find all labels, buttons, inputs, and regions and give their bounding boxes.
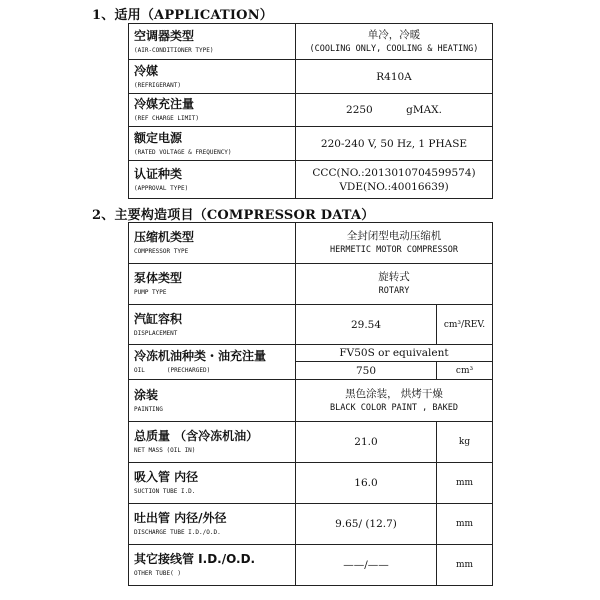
label-cn: 压缩机类型 — [134, 230, 195, 244]
label-en — [134, 366, 295, 375]
label-en: DISCHARGE TUBE I.D./O.D. — [134, 529, 221, 536]
value-line2: VDE(NO.:40016639) — [339, 180, 449, 193]
value-line1: 旋转式 — [378, 271, 410, 283]
label-en: DISPLACEMENT — [134, 329, 178, 337]
value-cell — [296, 94, 493, 127]
value-line2: HERMETIC MOTOR COMPRESSOR — [330, 245, 458, 255]
table-row — [129, 504, 493, 545]
value-cell: FV50S or equivalent — [296, 345, 493, 362]
value-line1: 单冷，冷暖 — [367, 28, 421, 41]
value-line1: 黑色涂装， 烘烤干燥 — [345, 387, 443, 400]
label-cell — [129, 305, 296, 345]
label-cell — [129, 161, 296, 199]
label-en: (REF CHARGE LIMIT) — [134, 115, 200, 122]
label-en: NET MASS (OIL IN) — [134, 447, 196, 454]
value-line1: CCC(NO.:2013010704599574) — [312, 166, 476, 179]
value-cell — [296, 264, 493, 305]
label-cn: 吸入管 内径 — [134, 470, 199, 484]
label-cn: 额定电源 — [134, 130, 183, 145]
value-cell: ——/—— — [296, 545, 437, 586]
table-row — [129, 463, 493, 504]
application-table — [128, 23, 493, 199]
label-en: PUMP TYPE — [134, 289, 167, 296]
table-row — [129, 345, 493, 362]
label-en: (AIR-CONDITIONER TYPE) — [134, 46, 214, 54]
value-line2: ROTARY — [378, 286, 410, 296]
value-cell: 29.54 — [296, 305, 437, 345]
value: 2250 — [346, 104, 373, 116]
value-cell: 9.65/ (12.7) — [296, 504, 437, 545]
label-en-precharged: (PRECHARGED) — [166, 367, 211, 374]
label-en: SUCTION TUBE I.D. — [134, 488, 196, 495]
table-row — [129, 545, 493, 586]
table-row — [129, 264, 493, 305]
value-line2: BLACK COLOR PAINT , BAKED — [330, 402, 458, 413]
label-cell — [129, 345, 296, 380]
value-line1: 全封闭型电动压缩机 — [346, 230, 442, 242]
value-line2: (COOLING ONLY, COOLING & HEATING) — [309, 43, 479, 54]
label-cell — [129, 504, 296, 545]
label-cell — [129, 94, 296, 127]
label-cn: 空调器类型 — [134, 28, 195, 43]
label-cn: 其它接线管 I.D./O.D. — [134, 552, 256, 566]
value-cell: 21.0 — [296, 422, 437, 463]
unit-cell: mm — [437, 545, 493, 586]
value-cell — [296, 161, 493, 199]
unit-cell: mm — [437, 463, 493, 504]
table-row — [129, 24, 493, 60]
unit-cell: mm — [437, 504, 493, 545]
section-heading-application: 1、适用（APPLICATION） — [92, 8, 273, 23]
label-cell — [129, 264, 296, 305]
label-en: COMPRESSOR TYPE — [134, 248, 189, 255]
label-cell — [129, 545, 296, 586]
table-row — [129, 223, 493, 264]
label-cn: 吐出管 内径/外径 — [134, 511, 227, 525]
value-cell — [296, 380, 493, 422]
label-en: PAINTING — [134, 405, 163, 413]
compressor-data-table — [128, 222, 493, 586]
label-en: OTHER TUBE( ) — [134, 570, 181, 577]
label-cell — [129, 127, 296, 161]
value-cell: 750 — [296, 362, 437, 380]
label-cn: 认证种类 — [134, 166, 183, 181]
label-cn: 涂装 — [134, 387, 159, 402]
unit-cell: cm³ — [437, 362, 493, 380]
value-cell — [296, 223, 493, 264]
label-cell — [129, 223, 296, 264]
value-cell: 16.0 — [296, 463, 437, 504]
label-cn: 冷媒充注量 — [134, 97, 195, 111]
label-cell — [129, 60, 296, 94]
value-cell — [296, 24, 493, 60]
label-en: (RATED VOLTAGE & FREQUENCY) — [134, 148, 232, 156]
label-en: (APPROVAL TYPE) — [134, 184, 189, 192]
value-cell: 220-240 V, 50 Hz, 1 PHASE — [296, 127, 493, 161]
section-heading-compressor-data: 2、主要构造项目（COMPRESSOR DATA） — [92, 208, 375, 223]
label-en: (REFRIGERANT) — [134, 81, 181, 89]
label-cell — [129, 422, 296, 463]
table-row — [129, 422, 493, 463]
label-en-oil: OIL — [134, 367, 145, 374]
value-cell: R410A — [296, 60, 493, 94]
label-cn: 泵体类型 — [134, 271, 183, 285]
label-cn: 总质量 （含冷冻机油） — [134, 429, 259, 443]
unit-cell: cm³/REV. — [437, 305, 493, 345]
table-row — [129, 94, 493, 127]
label-cell — [129, 463, 296, 504]
label-cell — [129, 380, 296, 422]
unit: gMAX. — [406, 104, 442, 116]
label-cn: 汽缸容积 — [134, 311, 183, 326]
label-cn: 冷冻机油种类・油充注量 — [134, 349, 267, 363]
table-row — [129, 127, 493, 161]
table-row — [129, 305, 493, 345]
unit-cell: kg — [437, 422, 493, 463]
table-row — [129, 380, 493, 422]
table-row — [129, 161, 493, 199]
label-cn: 冷媒 — [134, 63, 159, 78]
label-cell — [129, 24, 296, 60]
table-row — [129, 60, 493, 94]
